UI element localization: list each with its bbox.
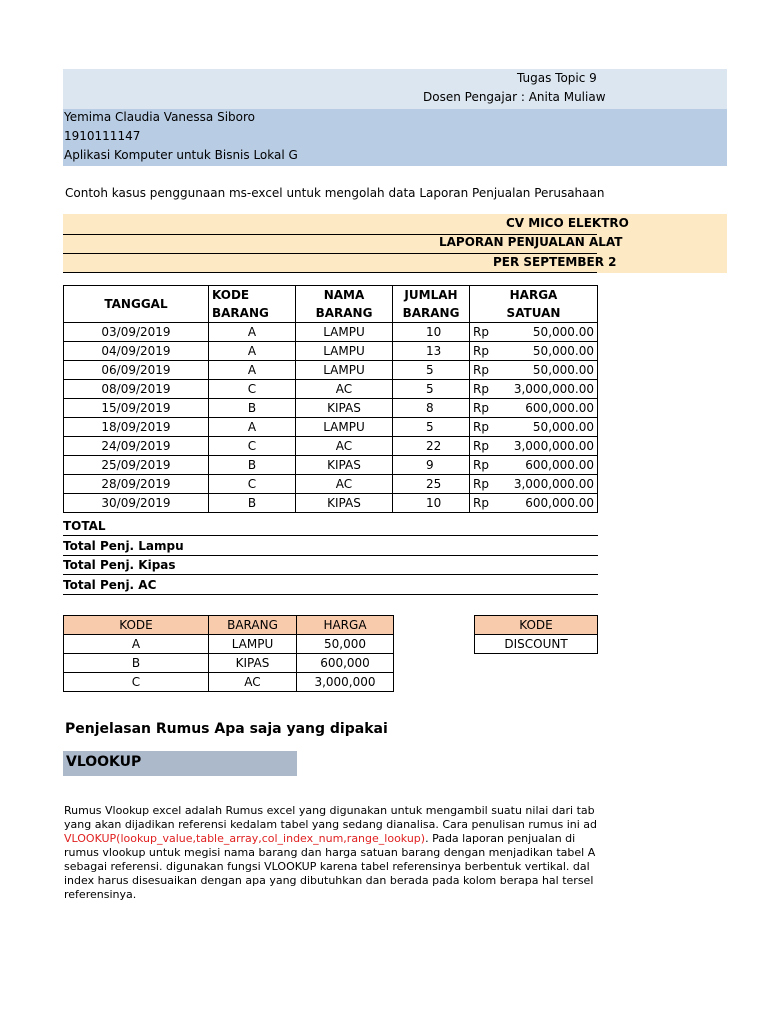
lookup-row [64, 654, 394, 673]
header-tanggal: TANGGAL [64, 286, 209, 323]
quantity-cell: 5 [393, 418, 470, 437]
report-period: PER SEPTEMBER 2 [493, 255, 617, 269]
table-row [64, 323, 598, 342]
lookup-price-cell: 50,000 [297, 635, 394, 654]
item-name-cell: LAMPU [296, 323, 393, 342]
lookup-item-cell: AC [209, 673, 297, 692]
header-nama-2: BARANG [296, 304, 393, 323]
lookup-header-harga: HARGA [297, 616, 394, 635]
date-cell: 24/09/2019 [64, 437, 209, 456]
currency-cell: Rp [470, 361, 500, 380]
date-cell: 08/09/2019 [64, 380, 209, 399]
para-line: yang akan dijadikan referensi kedalam tabel yang sedang dianalisa. Cara penulisan rumus ini ad [64, 818, 597, 831]
lookup-code-cell: A [64, 635, 209, 654]
item-name-cell: AC [296, 380, 393, 399]
header-harga-2: SATUAN [470, 304, 598, 323]
student-nim: 1910111147 [64, 129, 141, 143]
table-row [64, 437, 598, 456]
currency-cell: Rp [470, 437, 500, 456]
currency-cell: Rp [470, 380, 500, 399]
table-row [64, 418, 598, 437]
total-row: Total Penj. Kipas [63, 556, 598, 575]
quantity-cell: 8 [393, 399, 470, 418]
code-cell: C [209, 380, 296, 399]
code-cell: A [209, 323, 296, 342]
table-row [64, 475, 598, 494]
header-kode: KODE [209, 286, 296, 305]
quantity-cell: 9 [393, 456, 470, 475]
currency-cell: Rp [470, 418, 500, 437]
lookup-table [63, 615, 394, 692]
date-cell: 03/09/2019 [64, 323, 209, 342]
report-title: LAPORAN PENJUALAN ALAT [439, 235, 623, 249]
currency-cell: Rp [470, 342, 500, 361]
table-row [64, 361, 598, 380]
date-cell: 30/09/2019 [64, 494, 209, 513]
date-cell: 25/09/2019 [64, 456, 209, 475]
currency-cell: Rp [470, 494, 500, 513]
lecturer-label: Dosen Pengajar : Anita Muliaw [423, 90, 606, 104]
code-cell: B [209, 399, 296, 418]
table-row [64, 494, 598, 513]
sales-table [63, 285, 598, 513]
quantity-cell: 10 [393, 494, 470, 513]
discount-header-kode: KODE [475, 616, 598, 635]
item-name-cell: LAMPU [296, 418, 393, 437]
lookup-row [64, 635, 394, 654]
currency-cell: Rp [470, 399, 500, 418]
item-name-cell: AC [296, 475, 393, 494]
quantity-cell: 5 [393, 361, 470, 380]
quantity-cell: 10 [393, 323, 470, 342]
item-name-cell: AC [296, 437, 393, 456]
header-harga: HARGA [470, 286, 598, 305]
price-cell: 50,000.00 [500, 342, 598, 361]
student-name: Yemima Claudia Vanessa Siboro [64, 110, 256, 124]
header-title-band [63, 69, 727, 109]
price-cell: 600,000.00 [500, 456, 598, 475]
date-cell: 04/09/2019 [64, 342, 209, 361]
item-name-cell: KIPAS [296, 456, 393, 475]
lookup-code-cell: B [64, 654, 209, 673]
price-cell: 3,000,000.00 [500, 475, 598, 494]
currency-cell: Rp [470, 475, 500, 494]
total-row: Total Penj. Lampu [63, 537, 598, 556]
lookup-price-cell: 600,000 [297, 654, 394, 673]
assignment-title: Tugas Topic 9 [517, 71, 597, 85]
item-name-cell: LAMPU [296, 361, 393, 380]
discount-row [475, 635, 598, 654]
sales-header-row [64, 286, 598, 305]
divider [63, 253, 597, 254]
price-cell: 3,000,000.00 [500, 437, 598, 456]
quantity-cell: 25 [393, 475, 470, 494]
total-row: Total Penj. AC [63, 576, 598, 595]
header-jumlah: JUMLAH [393, 286, 470, 305]
discount-header-row [475, 616, 598, 635]
lookup-item-cell: LAMPU [209, 635, 297, 654]
para-line: sebagai referensi. digunakan fungsi VLOOKUP karena tabel referensinya berbentuk vertikal. dal [64, 860, 590, 873]
code-cell: C [209, 475, 296, 494]
currency-cell: Rp [470, 456, 500, 475]
header-nama: NAMA [296, 286, 393, 305]
student-info-band [63, 109, 727, 166]
table-row [64, 380, 598, 399]
explanation-heading: Penjelasan Rumus Apa saja yang dipakai [65, 721, 388, 737]
lookup-header-barang: BARANG [209, 616, 297, 635]
code-cell: A [209, 342, 296, 361]
vlookup-label: VLOOKUP [66, 754, 142, 770]
para-line: rumus vlookup untuk megisi nama barang dan harga satuan barang dengan menjadikan tabel A [64, 846, 596, 859]
date-cell: 28/09/2019 [64, 475, 209, 494]
date-cell: 06/09/2019 [64, 361, 209, 380]
price-cell: 600,000.00 [500, 494, 598, 513]
table-row [64, 456, 598, 475]
code-cell: A [209, 361, 296, 380]
price-cell: 50,000.00 [500, 418, 598, 437]
lookup-code-cell: C [64, 673, 209, 692]
date-cell: 18/09/2019 [64, 418, 209, 437]
discount-label: DISCOUNT [475, 635, 598, 654]
para-line: index harus disesuaikan dengan apa yang dibutuhkan dan berada pada kolom berapa hal tersel [64, 874, 594, 887]
lookup-item-cell: KIPAS [209, 654, 297, 673]
code-cell: C [209, 437, 296, 456]
date-cell: 15/09/2019 [64, 399, 209, 418]
para-line: referensinya. [64, 888, 137, 901]
item-name-cell: LAMPU [296, 342, 393, 361]
total-row: TOTAL [63, 517, 598, 536]
course-name: Aplikasi Komputer untuk Bisnis Lokal G [64, 148, 298, 162]
para-line [64, 832, 598, 846]
lookup-header-kode: KODE [64, 616, 209, 635]
price-cell: 3,000,000.00 [500, 380, 598, 399]
vlookup-label-box [63, 751, 297, 776]
discount-table [474, 615, 598, 654]
para-line: Rumus Vlookup excel adalah Rumus excel yang digunakan untuk mengambil suatu nilai dari tab [64, 804, 595, 817]
vlookup-formula: VLOOKUP(lookup_value,table_array,col_index_num,range_lookup) [64, 832, 426, 845]
item-name-cell: KIPAS [296, 494, 393, 513]
intro-text: Contoh kasus penggunaan ms-excel untuk mengolah data Laporan Penjualan Perusahaan [65, 186, 605, 200]
para-line-rest: . Pada laporan penjualan di [425, 832, 576, 845]
explanation-paragraph [64, 804, 598, 902]
lookup-row [64, 673, 394, 692]
price-cell: 600,000.00 [500, 399, 598, 418]
price-cell: 50,000.00 [500, 323, 598, 342]
quantity-cell: 5 [393, 380, 470, 399]
item-name-cell: KIPAS [296, 399, 393, 418]
company-name: CV MICO ELEKTRO [506, 216, 629, 230]
lookup-header-row [64, 616, 394, 635]
code-cell: A [209, 418, 296, 437]
currency-cell: Rp [470, 323, 500, 342]
table-row [64, 399, 598, 418]
report-title-band [63, 214, 727, 273]
quantity-cell: 22 [393, 437, 470, 456]
code-cell: B [209, 456, 296, 475]
price-cell: 50,000.00 [500, 361, 598, 380]
divider [63, 272, 597, 273]
header-jumlah-2: BARANG [393, 304, 470, 323]
quantity-cell: 13 [393, 342, 470, 361]
lookup-price-cell: 3,000,000 [297, 673, 394, 692]
code-cell: B [209, 494, 296, 513]
header-kode-2: BARANG [209, 304, 296, 323]
table-row [64, 342, 598, 361]
